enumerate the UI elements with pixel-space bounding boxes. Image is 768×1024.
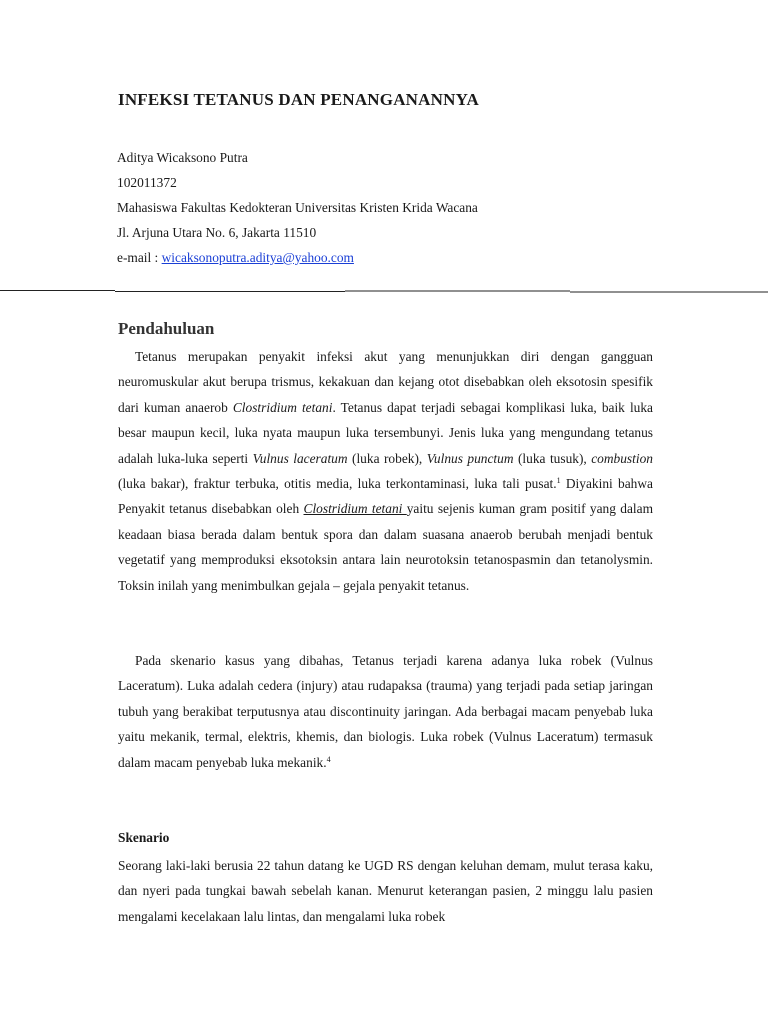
paragraph-intro-2: Pada skenario kasus yang dibahas, Tetanus terjadi karena adanya luka robek (Vulnus Laceratum). Luka adalah cedera (injury) atau rudapaksa (trauma) yang terjadi pada setiap jaringan tubuh yang berakibat terputusnya atau discontinuity jaringan. Ada berbagai macam penyebab luka yaitu mekanik, termal, elektris, khemis, dan biologis. Luka robek (Vulnus Laceratum) termasuk dalam macam penyebab luka mekanik.$^4$ bbox=[118, 653, 653, 770]
section-heading-pendahuluan: Pendahuluan bbox=[118, 319, 215, 338]
paragraph-intro-1: Tetanus merupakan penyakit infeksi akut yang menunjukkan diri dengan gangguan neuromuskular akut berupa trismus, kekakuan dan kejang otot disebabkan oleh eksotosin spesifik dari kuman anaerob Clostridium tetani. Tetanus dapat terjadi sebagai komplikasi luka, baik luka besar maupun kecil, luka nyata maupun luka tersembunyi. Jenis luka yang mengundang tetanus adalah luka-luka seperti Vulnus laceratum (luka robek), Vulnus punctum (luka tusuk), combustion (luka bakar), fraktur terbuka, otitis media, luka terkontaminasi, luka tali pusat.$^1$ Diyakini bahwa Penyakit tetanus disebabkan oleh Clostridium tetani yaitu sejenis kuman gram positif yang dalam keadaan biasa berada dalam bentuk spora dan dalam suasana anaerob berubah menjadi bentuk vegetatif yang memproduksi eksotoksin antara lain neurotoksin tetanospasmin dan tetanolysmin. Toksin inilah yang menimbulkan gejala – gejala penyakit tetanus. bbox=[118, 349, 654, 593]
author-name: Aditya Wicaksono Putra bbox=[117, 150, 248, 165]
document-title: INFEKSI TETANUS DAN PENANGANANNYA bbox=[118, 90, 479, 109]
address: Jl. Arjuna Utara No. 6, Jakarta 11510 bbox=[117, 225, 317, 240]
footnote-ref-1: 1 bbox=[556, 476, 561, 486]
author-block bbox=[117, 145, 478, 270]
email-line bbox=[117, 245, 478, 270]
email-link[interactable]: wicaksonoputra.aditya@yahoo.com bbox=[161, 250, 354, 265]
section-heading-skenario: Skenario bbox=[118, 830, 170, 845]
footnote-ref-4: 4 bbox=[326, 754, 331, 764]
paragraph-skenario: Seorang laki-laki berusia 22 tahun datang ke UGD RS dengan keluhan demam, mulut terasa kaku, dan nyeri pada tungkai bawah sebelah kanan. Menurut keterangan pasien, 2 minggu lalu pasien mengalami kecelakaan lalu lintas, dan mengalami luka robek bbox=[118, 858, 653, 924]
student-id: 102011372 bbox=[117, 175, 177, 190]
email-label: e-mail : bbox=[117, 250, 162, 265]
affiliation: Mahasiswa Fakultas Kedokteran Universitas Kristen Krida Wacana bbox=[117, 200, 478, 215]
header-divider bbox=[0, 290, 768, 293]
